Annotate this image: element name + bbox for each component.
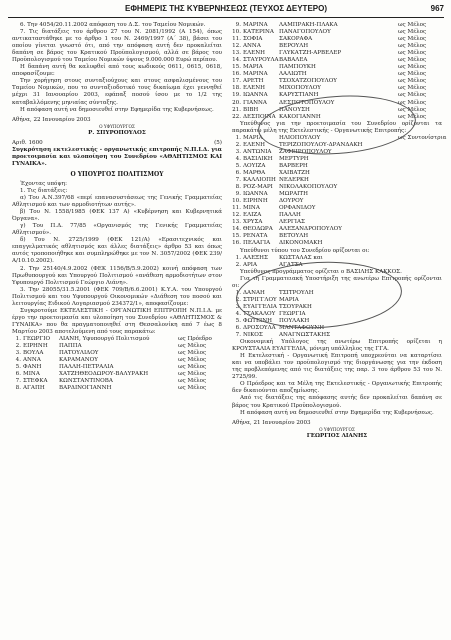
paragraph: Η Εκτελεστική - Οργανωτική Επιτροπή υποχρεούται να καταρτίσει και να υποβάλει τον προϋπολογισμό της διοργάνωσης για την έκδοση της προβλεπόμενης από τις διατάξεις της παρ. 3 του άρθρου 53 του Ν. 2725/99. bbox=[232, 353, 442, 381]
member-number: 19. bbox=[232, 92, 241, 99]
member-row bbox=[232, 142, 442, 149]
paragraph: Η απόφαση αυτή να δημοσιευθεί στην Εφημερίδα της Κυβερνήσεως. bbox=[240, 409, 434, 416]
member-last-name: ΑΝΑΓΝΩΣΤΑΚΗΣ bbox=[279, 332, 331, 339]
paragraph: Οικονομική Υπόλογος της ανωτέρω Επιτροπής ορίζεται η ΚΡΟΥΣΤΑΛΙΑ ΕΥΑΓΓΕΛΙΑ, μόνιμη υπάλληλος της ΓΓΑ. bbox=[232, 339, 442, 353]
member-row bbox=[232, 255, 442, 262]
member-last-name: ΧΑΤΖΗΘΕΟΔΩΡΟΥ-ΒΑΛΥΡΑΚΗ bbox=[59, 371, 149, 378]
member-number: 16. bbox=[232, 71, 241, 78]
member-last-name: ΤΣΙΤΡΟΥΛΗ bbox=[279, 289, 314, 296]
member-list bbox=[232, 255, 442, 269]
member-last-name: ΑΛΕΞΑΝΔΡΟΠΟΥΛΟΥ bbox=[279, 226, 342, 233]
member-last-name: ΠΑΝΑΓΟΠΟΥΛΟΥ bbox=[279, 29, 331, 36]
member-last-name: ΜΑΡΙΑ bbox=[279, 296, 299, 303]
member-first-name: ΡΕΝΑΤΑ bbox=[243, 233, 268, 240]
member-last-name: ΤΣΟΧΑΤΖΟΠΟΥΛΟΥ bbox=[279, 78, 337, 85]
member-first-name: ΑΝΝΑ bbox=[243, 43, 261, 50]
signature-date: Αθήνα, 22 Ιανουαρίου 2003 bbox=[12, 116, 91, 123]
member-number: 2. bbox=[235, 141, 241, 148]
member-role bbox=[398, 233, 442, 240]
member-row bbox=[232, 149, 442, 156]
member-row bbox=[232, 163, 442, 170]
member-first-name: ΑΛΕΞΗΣ bbox=[243, 254, 268, 261]
member-last-name: ΝΙΚΟΛΑΚΟΠΟΥΛΟΥ bbox=[279, 184, 338, 191]
member-first-name: ΓΕΩΡΓΙΟ bbox=[23, 335, 51, 342]
member-last-name: ΒΕΤΟΥΛΗ bbox=[279, 233, 309, 240]
member-number: 4. bbox=[235, 310, 241, 317]
paragraph: γ) Του Π.Δ. 77/85 «Οργανισμός της Γενικής Γραμματείας Αθλητισμού». bbox=[12, 223, 222, 237]
member-role: ως Μέλος bbox=[398, 99, 427, 106]
paragraph: 2. Την 25140/4.9.2002 (ΦΕΚ 1156/Β/5.9.2002) κοινή απόφαση των Πρωθυπουργού και Υπουργού Πολιτισμού «ανάθεση αρμοδιοτήτων στον Υφυπουργό Πολιτισμού Γεώργιο Λιάνη». bbox=[12, 265, 222, 286]
member-first-name: ΘΕΟΔΩΡΑ bbox=[243, 226, 273, 233]
member-number: 5. bbox=[235, 317, 241, 324]
member-number: 7. bbox=[235, 332, 241, 339]
member-first-name: ΕΙΡΗΝΗ bbox=[243, 198, 268, 205]
member-list bbox=[232, 290, 442, 339]
paragraph: Η απόφαση αυτή να δημοσιευθεί στην Εφημερίδα της Κυβερνήσεως. bbox=[20, 106, 214, 113]
member-number: 5. bbox=[235, 162, 241, 169]
member-last-name: ΖΑΦΕΙΡΟΠΟΥΛΟΥ bbox=[279, 148, 332, 155]
member-role bbox=[398, 198, 442, 205]
member-role: ως Μέλος bbox=[398, 57, 427, 64]
decision-number-row bbox=[12, 140, 222, 147]
member-number: 9. bbox=[235, 22, 241, 28]
decision-number: Αριθ. 1600 bbox=[12, 139, 43, 146]
member-row bbox=[232, 114, 442, 121]
paragraph: α) Του Α.Ν.397/68 «περί επανασυστάσεως της Γενικής Γραμματείας Αθλητισμού και των αρμοδιοτήτων αυτής». bbox=[12, 195, 222, 209]
member-last-name: ΣΑΚΟΡΑΦΑ bbox=[279, 36, 313, 43]
member-last-name: ΜΩΡΑΙΤΗ bbox=[279, 191, 308, 198]
member-last-name: ΔΟΥΡΟΥ bbox=[279, 198, 304, 205]
member-list bbox=[12, 336, 222, 392]
member-row bbox=[12, 343, 222, 350]
member-last-name: ΚΑΡΑΜΑΝΟΥ bbox=[59, 357, 98, 364]
member-first-name: ΕΥΑΓΓΕΛΙΑ bbox=[243, 303, 277, 310]
signature-name: Ρ. ΣΠΥΡΟΠΟΥΛΟΣ bbox=[88, 129, 146, 136]
member-row bbox=[232, 318, 442, 325]
member-row bbox=[12, 385, 222, 392]
member-list bbox=[232, 134, 447, 248]
member-last-name: ΑΓΑΤΣΑ bbox=[279, 261, 303, 268]
signature-role: Ο ΥΦΥΠΟΥΡΓΟΣ bbox=[319, 426, 355, 432]
member-number: 3. bbox=[15, 350, 21, 357]
member-last-name: ΛΑΜΠΡΑΚΗ-ΠΛΑΚΑ bbox=[279, 22, 338, 28]
member-first-name: ΦΩΤΕΙΝΗ bbox=[243, 317, 273, 324]
member-first-name: ΕΛΙΖΑ bbox=[243, 212, 262, 219]
member-role: ως Μέλος bbox=[178, 343, 207, 350]
member-role: ως Μέλος bbox=[178, 385, 207, 392]
member-first-name: ΜΑΡΙΑ bbox=[243, 64, 263, 71]
member-role bbox=[398, 149, 442, 156]
member-role: ως Μέλος bbox=[398, 92, 427, 99]
member-last-name: ΒΑΡΔΙΝΟΓΙΑΝΝΗ bbox=[59, 385, 112, 392]
member-first-name: ΛΟΥΙΖΑ bbox=[243, 162, 266, 169]
member-last-name: ΤΣΟΥΡΑΚΗ bbox=[279, 303, 312, 310]
member-first-name: ΕΛΕΝΗ bbox=[243, 50, 265, 57]
member-role bbox=[398, 311, 442, 318]
member-last-name: ΔΙΚΟΝΟΜΑΚΗ bbox=[279, 240, 323, 247]
member-number: 1. bbox=[15, 335, 21, 342]
member-number: 21. bbox=[232, 106, 241, 113]
member-row bbox=[232, 156, 442, 163]
member-number: 13. bbox=[232, 219, 241, 226]
member-first-name: ΓΙΑΝΝΑ bbox=[243, 99, 267, 106]
member-row bbox=[232, 240, 442, 247]
member-number: 14. bbox=[232, 226, 241, 233]
member-last-name: ΜΑΝΤΑΦΟΥΝΗ bbox=[279, 325, 325, 332]
member-row bbox=[232, 92, 442, 99]
page-number: 967 bbox=[430, 4, 444, 13]
member-last-name: ΜΕΡΤΥΡΗ bbox=[279, 155, 309, 162]
paragraph: Από τις διατάξεις της απόφασης αυτής δεν προκαλείται δαπάνη σε βάρος του Κρατικού Προϋπολογισμού. bbox=[232, 395, 442, 409]
member-first-name: ΑΝΝΑ bbox=[23, 357, 41, 364]
paragraph: Υπεύθυνος για την προετοιμασία του Συνεδρίου ορίζονται τα παρακάτω μέλη της Εκτελεστικής - Οργανωτικής Επιτροπής: bbox=[232, 120, 442, 134]
signature-date: Αθήνα, 21 Ιανουαρίου 2003 bbox=[232, 419, 311, 426]
member-first-name: ΜΙΝΑ bbox=[23, 371, 40, 378]
member-first-name: ΕΛΕΝΗ bbox=[243, 141, 265, 148]
member-number: 3. bbox=[235, 148, 241, 155]
member-role: ως Μέλος bbox=[398, 43, 427, 50]
member-role: ως Πρόεδρο bbox=[178, 335, 212, 342]
member-row bbox=[232, 311, 442, 318]
member-row bbox=[12, 336, 222, 343]
member-last-name: ΠΑΜΠΟΥΚΗ bbox=[279, 64, 316, 71]
member-row bbox=[232, 22, 442, 29]
member-row bbox=[232, 177, 442, 184]
member-number: 3. bbox=[235, 303, 241, 310]
member-role: ως Μέλος bbox=[398, 106, 427, 113]
paragraph: β) Του Ν. 1558/1985 (ΦΕΚ 137 Α) «Κυβέρνηση και Κυβερνητικά Όργανα». bbox=[12, 209, 222, 223]
paragraph: 6. Την 4054/20.11.2002 απόφαση του Δ.Σ. του Ταμείου Νομικών. bbox=[20, 22, 206, 28]
member-role: ως Μέλος bbox=[398, 78, 427, 85]
member-number: 8. bbox=[235, 184, 241, 191]
member-first-name: ΜΑΡΙΑ bbox=[243, 134, 263, 141]
member-last-name: ΠΑΛΛΗ bbox=[279, 212, 301, 219]
member-last-name: ΝΕΔΕΡΚΗ bbox=[279, 177, 309, 184]
member-row bbox=[232, 191, 442, 198]
member-number: 1. bbox=[235, 289, 241, 296]
member-last-name: ΚΩΝΣΤΑΝΤΙΝΟΒΑ bbox=[59, 378, 113, 385]
member-last-name: ΔΕΣΠΟΤΟΠΟΥΛΟΥ bbox=[279, 99, 335, 106]
member-role bbox=[398, 184, 442, 191]
paragraph: Για τη Γραμματειακή Υποστήριξη της ανωτέρω Επιτροπής ορίζονται οι: bbox=[232, 275, 442, 289]
member-last-name: ΤΕΡΙΖΟΠΟΥΛΟΥ-ΔΡΑΝΔΑΚΗ bbox=[279, 141, 363, 148]
member-last-name: ΛΕΡΓΙΑΣ bbox=[279, 219, 305, 226]
member-last-name: ΚΑΡΥΣΤΙΑΝΗ bbox=[279, 92, 319, 99]
member-role bbox=[398, 156, 442, 163]
member-first-name: ΧΡΥΣΑ bbox=[243, 219, 263, 226]
member-role: ως Μέλος bbox=[178, 371, 207, 378]
member-last-name: ΠΑΝΟΥΣΗ bbox=[279, 106, 310, 113]
member-row bbox=[232, 170, 442, 177]
member-number: 16. bbox=[232, 240, 241, 247]
member-first-name: ΔΡΟΣΟΥΛΑ bbox=[243, 325, 276, 332]
member-row bbox=[232, 325, 442, 332]
member-row bbox=[232, 304, 442, 311]
member-last-name: ΗΛΙΟΠΟΥΛΟΥ bbox=[279, 134, 321, 141]
member-role bbox=[398, 226, 442, 233]
member-last-name: ΠΑΤΟΥΛΙΔΟΥ bbox=[59, 350, 99, 357]
member-number: 15. bbox=[232, 64, 241, 71]
member-number: 5. bbox=[15, 364, 21, 371]
member-row bbox=[232, 107, 442, 114]
member-first-name: ΦΑΝΗ bbox=[23, 364, 42, 371]
member-first-name: ΡΟΖ-ΜΑΡΙ bbox=[243, 184, 273, 191]
member-first-name: ΚΑΤΕΡΙΝΑ bbox=[243, 29, 274, 36]
member-last-name: ΚΩΣΤΑΛΑΣ και bbox=[279, 254, 323, 261]
member-first-name: ΕΙΡΗΝΗ bbox=[23, 343, 48, 350]
member-last-name: ΒΑΒΑΛΕΑ bbox=[279, 57, 308, 64]
member-number: 9. bbox=[235, 191, 241, 198]
member-last-name: ΟΡΦΑΝΙΔΟΥ bbox=[279, 205, 316, 212]
member-role bbox=[398, 297, 442, 304]
member-row bbox=[232, 212, 442, 219]
member-number: 10. bbox=[232, 198, 241, 205]
member-number: 7. bbox=[15, 378, 21, 385]
member-role: ως Μέλος bbox=[398, 29, 427, 36]
paragraph: 3. Την 28055/31.5.2001 (ΦΕΚ 709/Β/6.6.2001) Κ.Υ.Α. του Υπουργού Πολιτισμού και του Υφυπουργού Οικονομικών «Διάθεση του ποσού και λειτουργίας Ειδικού Λογαριασμού 234372/1», αποφασίζουμε: bbox=[12, 286, 222, 307]
member-last-name: ΠΑΛΛΗ-ΠΕΤΡΑΛΙΑ bbox=[59, 364, 114, 371]
paragraph: Υπεύθυνοι τύπου του Συνεδρίου ορίζονται οι: bbox=[240, 247, 370, 254]
member-role bbox=[398, 212, 442, 219]
member-number: 22. bbox=[232, 113, 241, 120]
member-role bbox=[398, 163, 442, 170]
member-role: ως Μέλος bbox=[398, 64, 427, 71]
paragraph: Έχοντας υπόψη: bbox=[20, 180, 68, 187]
member-number: 20. bbox=[232, 99, 241, 106]
member-row bbox=[232, 233, 442, 240]
member-last-name: ΜΙΧΟΠΟΥΛΟΥ bbox=[279, 85, 321, 92]
member-row bbox=[232, 205, 442, 212]
member-number: 4. bbox=[235, 155, 241, 162]
member-row bbox=[232, 219, 442, 226]
member-role: ως Μέλος bbox=[398, 85, 427, 92]
member-number: 1. bbox=[235, 254, 241, 261]
member-role: ως Μέλος bbox=[398, 36, 427, 43]
member-last-name: ΚΑΚΟΓΙΑΝΝΗ bbox=[279, 113, 321, 120]
member-last-name: ΛΑΛΙΩΤΗ bbox=[279, 71, 307, 78]
member-role: ως Μέλος bbox=[398, 113, 427, 120]
member-number: 2. bbox=[235, 261, 241, 268]
ministry-heading: Ο ΥΠΟΥΡΓΟΣ ΠΟΛΙΤΙΣΜΟΥ bbox=[70, 170, 164, 178]
member-role bbox=[398, 318, 442, 325]
member-last-name: ΒΕΡΟΥΛΗ bbox=[279, 43, 309, 50]
right-column bbox=[232, 22, 447, 440]
member-role: ως Μέλος bbox=[178, 357, 207, 364]
member-first-name: ΠΕΛΑΓΙΑ bbox=[243, 240, 271, 247]
member-role: ως Μέλος bbox=[178, 364, 207, 371]
member-first-name: ΜΙΝΑ bbox=[243, 205, 260, 212]
signature-role: Ο ΥΦΥΠΟΥΡΓΟΣ bbox=[99, 123, 135, 129]
member-row bbox=[232, 184, 442, 191]
member-last-name: ΛΙΑΝΗ, Υφυπουργό Πολιτισμού bbox=[59, 335, 150, 342]
signature-name: ΓΕΩΡΓΙΟΣ ΛΙΑΝΗΣ bbox=[306, 432, 368, 439]
member-role bbox=[398, 290, 442, 297]
member-number: 6. bbox=[235, 325, 241, 332]
member-first-name: ΣΤΑΥΡΟΥΛΑ bbox=[243, 57, 279, 64]
member-role bbox=[398, 255, 442, 262]
paragraph: 1. Τις διατάξεις: bbox=[20, 187, 68, 194]
paragraph: Συγκροτούμε ΕΚΤΕΛΕΣΤΙΚΗ - ΟΡΓΑΝΩΤΙΚΗ ΕΠΙΤΡΟΠΗ Ν.Π.Ι.Δ. με έργο την προετοιμασία και υλοποίηση του Συνεδρίου «ΑΘΛΗΤΙΣΜΟΣ & ΓΥΝΑΙΚΑ» που θα πραγματοποιηθεί στη Θεσσαλονίκη από 7 έως 8 Μαρτίου 2003 αποτελούμενη από τους παρακάτω: bbox=[12, 307, 222, 335]
member-number: 1. bbox=[235, 134, 241, 141]
member-role bbox=[398, 325, 442, 332]
member-number: 7. bbox=[235, 177, 241, 184]
member-role bbox=[398, 219, 442, 226]
member-first-name: ΒΑΣΙΛΙΚΗ bbox=[243, 155, 273, 162]
member-number: 11. bbox=[232, 36, 241, 43]
member-first-name: ΜΑΡΙΝΑ bbox=[243, 71, 268, 78]
member-first-name: ΣΟΦΙΑ bbox=[243, 36, 263, 43]
member-role bbox=[398, 177, 442, 184]
member-number: 17. bbox=[232, 78, 241, 85]
member-list bbox=[232, 22, 442, 121]
member-role bbox=[398, 191, 442, 198]
decision-subject: Συγκρότηση εκτελεστικής - οργανωτικής επιτροπής Ν.Π.Ι.Δ. για προετοιμασία και υλοποίηση του Συνεδρίου «ΑΘΛΗΤΙΣΜΟΣ ΚΑΙ ΓΥΝΑΙΚΑ». bbox=[12, 146, 222, 167]
member-number: 8. bbox=[15, 385, 21, 392]
member-number: 2. bbox=[15, 343, 21, 350]
member-row bbox=[232, 262, 442, 269]
member-row bbox=[232, 226, 442, 233]
paragraph: δ) Του Ν. 2725/1999 (ΦΕΚ 121/Α) «Ερασιτεχνικός και επαγγελματικός αθλητισμός και άλλες διατάξεις» άρθρο 53 και όπως αυτός τροποποιήθηκε και συμπληρώθηκε με τον Ν. 3057/2002 (ΦΕΚ 239/Α/10.10.2002). bbox=[12, 237, 222, 265]
member-number: 12. bbox=[232, 212, 241, 219]
paragraph: Ο Πρόεδρος και τα Μέλη της Εκτελεστικής - Οργανωτικής Επιτροπής δεν δικαιούνται αποζημίωσης. bbox=[232, 381, 442, 395]
member-row bbox=[232, 297, 442, 304]
member-first-name: ΒΟΥΛΑ bbox=[23, 350, 44, 357]
paragraph: 7. Τις διατάξεις του άρθρου 27 του Ν. 2081/1992 (Α 154), όπως αντικαταστάθηκε με το άρθρο 1 του Ν. 2469/1997 (Α΄ 38), βάσει του οποίου γίνεται γνωστό ότι, από την απόφαση αυτή δεν προκαλείται δαπάνη σε βάρος του Κρατικού Προϋπολογισμού, αλλά σε βάρος του Προϋπολογισμού του Ταμείου Νομικών ύψους 9.000.000 Ευρώ περίπου. bbox=[12, 29, 222, 64]
member-last-name: ΒΑΡΒΕΡΗ bbox=[279, 162, 308, 169]
member-first-name: ΑΡΙΑ bbox=[243, 261, 258, 268]
member-role: ως Μέλος bbox=[398, 71, 427, 78]
member-last-name: ΠΑΠΠΑ bbox=[59, 343, 82, 350]
left-column bbox=[12, 22, 222, 392]
member-role bbox=[398, 170, 442, 177]
page-header bbox=[8, 3, 444, 18]
member-row bbox=[232, 290, 442, 297]
member-first-name: ΝΙΚΟΣ bbox=[243, 332, 263, 339]
member-number: 15. bbox=[232, 233, 241, 240]
member-role bbox=[398, 262, 442, 269]
member-first-name: ΒΙΒΗ bbox=[243, 106, 259, 113]
member-last-name: ΓΛΥΚΑΤΖΗ-ΑΡΒΕΛΕΡ bbox=[279, 50, 342, 57]
member-number: 4. bbox=[15, 357, 21, 364]
member-last-name: ΧΑΙΒΑΤΖΗ bbox=[279, 169, 310, 176]
member-last-name: ΓΕΩΡΓΙΑ bbox=[279, 310, 306, 317]
member-number: 14. bbox=[232, 57, 241, 64]
member-first-name: ΣΤΕΦΚΑ bbox=[23, 378, 48, 385]
member-role: ως Μέλος bbox=[398, 22, 427, 28]
paragraph: Υπεύθυνος προγράμματος ορίζεται ο ΒΑΣΙΛΗΣ ΚΑΚΚΟΣ. bbox=[240, 268, 402, 275]
member-role: ως Μέλος bbox=[398, 50, 427, 57]
member-row bbox=[232, 198, 442, 205]
member-number: 11. bbox=[232, 205, 241, 212]
member-number: 6. bbox=[15, 371, 21, 378]
member-role bbox=[398, 304, 442, 311]
member-first-name: ΑΓΑΠΗ bbox=[23, 385, 45, 392]
member-first-name: ΕΛΕΝΗ bbox=[243, 85, 265, 92]
member-role bbox=[398, 142, 442, 149]
gazette-title: ΕΦΗΜΕΡΙΣ ΤΗΣ ΚΥΒΕΡΝΗΣΕΩΣ (ΤΕΥΧΟΣ ΔΕΥΤΕΡΟ) bbox=[124, 4, 327, 13]
member-first-name: ΜΑΡΙΝΑ bbox=[243, 22, 268, 28]
member-role: ως Μέλος bbox=[178, 350, 207, 357]
member-first-name: ΑΝΤΩΝΙΑ bbox=[243, 148, 272, 155]
paragraph: Την χορήγηση στους συνταξιούχους και στους ασφαλισμένους του Ταμείου Νομικών, που το συνταξιοδοτικό τους δικαίωμα έχει γεννηθεί μέχρι 31 Ιανουαρίου 2003, εφάπαξ ποσού ίσου με το 1/2 της καταβαλλόμενης μηνιαίας σύνταξης. bbox=[12, 78, 222, 106]
member-first-name: ΙΩΑΝΝΑ bbox=[243, 191, 268, 198]
member-number: 6. bbox=[235, 169, 241, 176]
member-first-name: ΜΑΡΘΑ bbox=[243, 169, 266, 176]
member-first-name: ΤΣΑΚΑΛΟΥ bbox=[243, 310, 276, 317]
member-role bbox=[398, 240, 442, 247]
member-first-name: ΣΤΡΙΓΓΛΟΥ bbox=[243, 296, 277, 303]
member-first-name: ΑΡΕΤΗ bbox=[243, 78, 264, 85]
decision-ref: (5) bbox=[214, 139, 222, 146]
member-first-name: ΚΑΛΛΙΟΠΗ bbox=[243, 177, 276, 184]
member-last-name: ΠΟΥΛΑΚΗ bbox=[279, 317, 310, 324]
member-first-name: ΙΩΑΝΝΑ bbox=[243, 92, 268, 99]
member-number: 2. bbox=[235, 296, 241, 303]
member-first-name: ΔΕΣΠΟΙΝΑ bbox=[243, 113, 276, 120]
member-role: ως Μέλος bbox=[178, 378, 207, 385]
member-number: 18. bbox=[232, 85, 241, 92]
member-role bbox=[398, 205, 442, 212]
paragraph: Η δαπάνη αυτή θα καλυφθεί από τους κωδικούς 0611, 0615, 0618, αποφασίζουμε: bbox=[12, 64, 222, 78]
member-role: ως Συντονίστρια bbox=[398, 134, 447, 141]
member-number: 12. bbox=[232, 43, 241, 50]
member-number: 13. bbox=[232, 50, 241, 57]
member-first-name: ΔΑΝΑΗ bbox=[243, 289, 265, 296]
member-row bbox=[232, 100, 442, 107]
member-row bbox=[232, 134, 447, 142]
member-number: 10. bbox=[232, 29, 241, 36]
